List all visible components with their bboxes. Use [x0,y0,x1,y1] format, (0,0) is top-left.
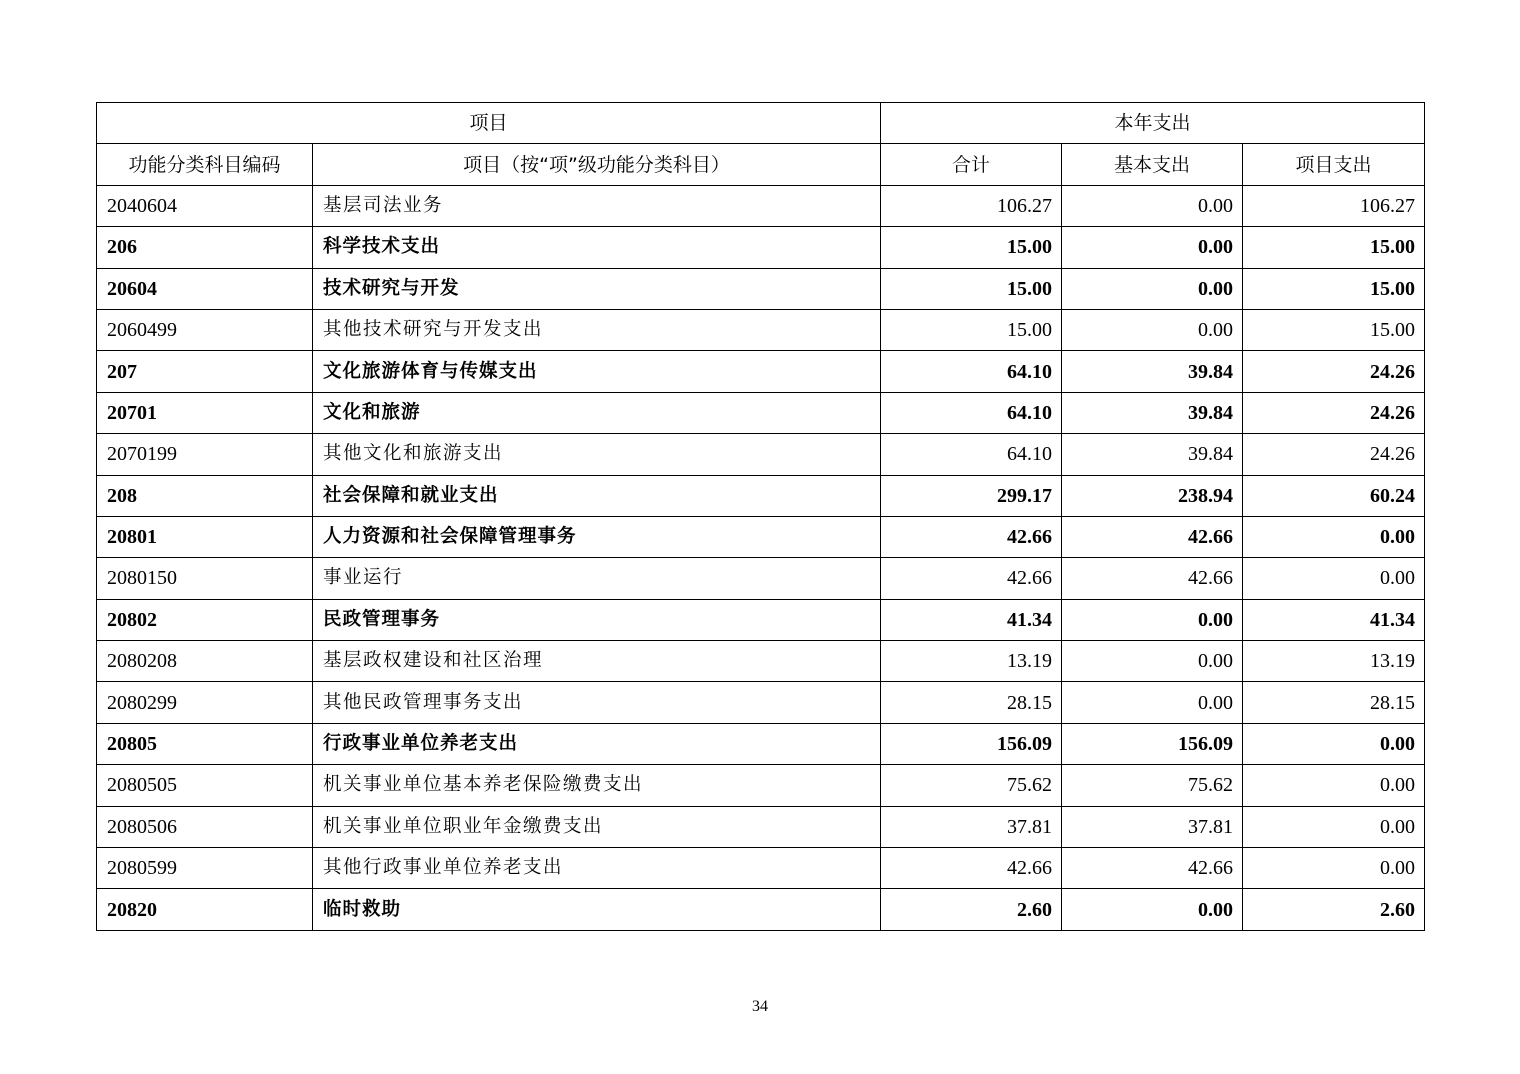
cell-total: 42.66 [881,848,1062,889]
table-row [97,765,1425,806]
cell-project: 0.00 [1243,806,1425,847]
cell-project: 13.19 [1243,641,1425,682]
cell-project: 0.00 [1243,765,1425,806]
cell-basic: 238.94 [1062,475,1243,516]
cell-total: 15.00 [881,268,1062,309]
cell-name: 社会保障和就业支出 [313,475,881,516]
table-row [97,806,1425,847]
cell-code: 20820 [97,889,313,930]
cell-total: 37.81 [881,806,1062,847]
cell-code: 2080299 [97,682,313,723]
cell-project: 60.24 [1243,475,1425,516]
cell-total: 28.15 [881,682,1062,723]
group-header-item: 项目 [97,103,881,144]
cell-basic: 42.66 [1062,516,1243,557]
cell-code: 2080505 [97,765,313,806]
cell-project: 15.00 [1243,268,1425,309]
cell-code: 2080150 [97,558,313,599]
table-body [97,185,1425,930]
cell-basic: 0.00 [1062,185,1243,226]
column-header-total: 合计 [881,144,1062,185]
table-row [97,558,1425,599]
table-row [97,434,1425,475]
cell-name: 机关事业单位基本养老保险缴费支出 [313,765,881,806]
cell-code: 2080599 [97,848,313,889]
cell-total: 299.17 [881,475,1062,516]
cell-name: 机关事业单位职业年金缴费支出 [313,806,881,847]
cell-project: 2.60 [1243,889,1425,930]
page-number: 34 [752,998,768,1015]
table-row [97,682,1425,723]
cell-name: 民政管理事务 [313,599,881,640]
cell-name: 科学技术支出 [313,227,881,268]
cell-name: 基层政权建设和社区治理 [313,641,881,682]
cell-total: 15.00 [881,309,1062,350]
cell-code: 2040604 [97,185,313,226]
cell-project: 0.00 [1243,558,1425,599]
cell-project: 0.00 [1243,723,1425,764]
cell-code: 20805 [97,723,313,764]
cell-project: 28.15 [1243,682,1425,723]
cell-total: 13.19 [881,641,1062,682]
table-row [97,268,1425,309]
table-row [97,351,1425,392]
cell-project: 0.00 [1243,848,1425,889]
cell-name: 其他技术研究与开发支出 [313,309,881,350]
cell-basic: 42.66 [1062,558,1243,599]
table-row [97,723,1425,764]
cell-total: 42.66 [881,516,1062,557]
cell-project: 24.26 [1243,434,1425,475]
cell-total: 41.34 [881,599,1062,640]
cell-code: 20802 [97,599,313,640]
cell-basic: 37.81 [1062,806,1243,847]
table-column-header-row [97,144,1425,185]
cell-total: 156.09 [881,723,1062,764]
cell-basic: 0.00 [1062,309,1243,350]
cell-project: 24.26 [1243,392,1425,433]
table-row [97,227,1425,268]
cell-basic: 75.62 [1062,765,1243,806]
table-row [97,475,1425,516]
cell-name: 其他行政事业单位养老支出 [313,848,881,889]
group-header-expense: 本年支出 [881,103,1425,144]
expenditure-table [96,102,1425,931]
cell-basic: 39.84 [1062,392,1243,433]
cell-basic: 39.84 [1062,434,1243,475]
cell-name: 其他文化和旅游支出 [313,434,881,475]
cell-name: 技术研究与开发 [313,268,881,309]
cell-code: 2060499 [97,309,313,350]
cell-total: 64.10 [881,351,1062,392]
cell-project: 41.34 [1243,599,1425,640]
cell-name: 文化旅游体育与传媒支出 [313,351,881,392]
cell-basic: 39.84 [1062,351,1243,392]
table-row [97,889,1425,930]
table-row [97,599,1425,640]
cell-total: 15.00 [881,227,1062,268]
cell-basic: 0.00 [1062,227,1243,268]
cell-basic: 0.00 [1062,889,1243,930]
column-header-name: 项目（按“项”级功能分类科目） [313,144,881,185]
cell-total: 75.62 [881,765,1062,806]
column-header-basic: 基本支出 [1062,144,1243,185]
cell-total: 42.66 [881,558,1062,599]
cell-project: 24.26 [1243,351,1425,392]
cell-code: 20604 [97,268,313,309]
cell-code: 206 [97,227,313,268]
cell-name: 基层司法业务 [313,185,881,226]
table-group-header-row [97,103,1425,144]
table-row [97,185,1425,226]
cell-total: 2.60 [881,889,1062,930]
cell-basic: 0.00 [1062,268,1243,309]
cell-total: 64.10 [881,434,1062,475]
cell-total: 106.27 [881,185,1062,226]
cell-basic: 0.00 [1062,599,1243,640]
cell-name: 人力资源和社会保障管理事务 [313,516,881,557]
cell-project: 15.00 [1243,309,1425,350]
cell-basic: 156.09 [1062,723,1243,764]
table-row [97,516,1425,557]
cell-code: 20701 [97,392,313,433]
cell-basic: 42.66 [1062,848,1243,889]
cell-code: 208 [97,475,313,516]
table-row [97,392,1425,433]
column-header-code: 功能分类科目编码 [97,144,313,185]
cell-name: 文化和旅游 [313,392,881,433]
column-header-project: 项目支出 [1243,144,1425,185]
cell-code: 2080208 [97,641,313,682]
cell-name: 其他民政管理事务支出 [313,682,881,723]
cell-code: 2070199 [97,434,313,475]
cell-project: 0.00 [1243,516,1425,557]
cell-basic: 0.00 [1062,682,1243,723]
cell-project: 106.27 [1243,185,1425,226]
cell-name: 行政事业单位养老支出 [313,723,881,764]
cell-basic: 0.00 [1062,641,1243,682]
table-row [97,848,1425,889]
cell-name: 事业运行 [313,558,881,599]
cell-code: 20801 [97,516,313,557]
table-row [97,641,1425,682]
table-row [97,309,1425,350]
cell-name: 临时救助 [313,889,881,930]
cell-code: 207 [97,351,313,392]
cell-project: 15.00 [1243,227,1425,268]
cell-total: 64.10 [881,392,1062,433]
cell-code: 2080506 [97,806,313,847]
